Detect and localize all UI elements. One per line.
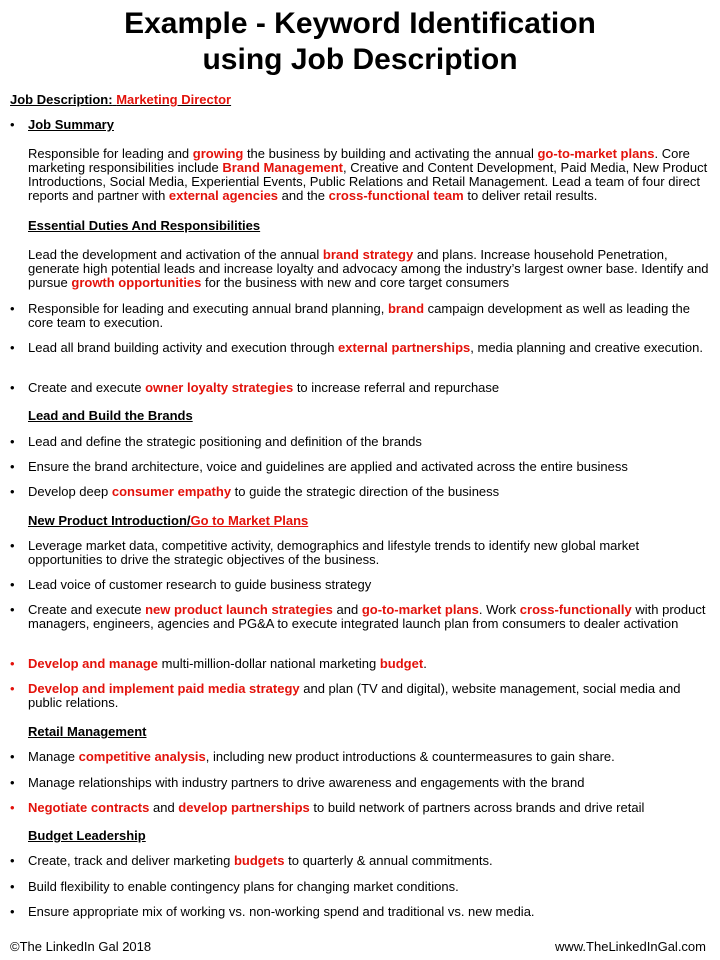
bullet-dot: • [10,117,15,132]
list-item [28,776,714,790]
text-run: to deliver retail results. [463,188,598,203]
keyword-highlight: Develop and manage [28,656,159,671]
bullet-dot: • [10,800,15,815]
heading-npi-part-1: New Product Introduction/ [28,513,191,528]
heading-job-summary: Job Summary [28,117,114,132]
list-item [28,750,714,764]
text-run: for the business with new and core target consumers [201,275,510,290]
keyword-highlight: Develop and implement paid media strategy [28,681,300,696]
text-run: and plan (TV and digital), website management, social media and public relations. [28,681,681,710]
list-item [28,485,714,499]
keyword-highlight: budgets [233,853,285,868]
title-line-2: using Job Description [202,43,518,76]
keyword-highlight: cross-functionally [519,602,632,617]
footer-website: www.TheLinkedInGal.com [554,939,706,954]
heading-budget-leadership: Budget Leadership [28,828,146,843]
text-run: , media planning and creative execution. [470,340,703,355]
bullet-dot: • [10,602,15,617]
keyword-highlight: cross-functional team [328,188,464,203]
bullet-dot: • [10,577,15,592]
text-run: the business by building and activating the annual [243,146,538,161]
text-run: to build network of partners across brands and drive retail [309,800,645,815]
keyword-highlight: growth opportunities [71,275,202,290]
paragraph-summary [28,147,714,203]
text-run: Ensure appropriate mix of working vs. non-working spend and traditional vs. new media. [28,904,535,919]
heading-lead-build-brands: Lead and Build the Brands [28,408,193,423]
text-run: Create and execute [28,602,146,617]
text-run: to guide the strategic direction of the business [231,484,500,499]
text-run: Build flexibility to enable contingency plans for changing market conditions. [28,879,459,894]
text-run: Manage relationships with industry partners to drive awareness and engagements with the brand [28,775,585,790]
text-run: . Core marketing responsibilities include [28,146,690,175]
text-run: Leverage market data, competitive activity, demographics and lifestyle trends to identify new global market opportunities to drive the strategic objectives of the business. [28,538,640,567]
text-run: with product managers, engineers, agencies and PG&A to execute integrated launch plan from consumers to dealer activation [28,602,706,631]
text-run: Manage [28,749,79,764]
bullet-dot: • [10,301,15,316]
keyword-highlight: budget [379,656,424,671]
keyword-highlight: brand [387,301,425,316]
text-run: Lead all brand building activity and execution through [28,340,339,355]
footer-copyright: ©The LinkedIn Gal 2018 [10,939,152,954]
text-run: and [332,602,362,617]
keyword-highlight: develop partnerships [178,800,310,815]
text-run: and plans. Increase household Penetration, generate high potential leads and increase loyalty and advocacy among the industry’s largest owner base. Identify and pursue [28,247,709,290]
keyword-highlight: external agencies [168,188,279,203]
text-run: Create and execute [28,380,146,395]
text-run: campaign development as well as leading the core team to execution. [28,301,691,330]
text-run: multi-million-dollar national marketing [158,656,380,671]
keyword-highlight: new product launch strategies [145,602,333,617]
text-run: Responsible for leading and executing annual brand planning, [28,301,388,316]
text-run: Develop deep [28,484,112,499]
heading-new-product-introduction [28,514,308,528]
list-item [28,539,714,567]
list-item [28,854,714,868]
jd-label: Job Description: [10,92,113,107]
job-description-label [10,92,231,107]
keyword-highlight: consumer empathy [111,484,232,499]
text-run: Lead voice of customer research to guide business strategy [28,577,372,592]
text-run: . [423,656,427,671]
list-item [28,460,714,474]
keyword-highlight: external partnerships [338,340,471,355]
bullet-dot: • [10,904,15,919]
list-item [28,302,714,330]
list-item [28,341,714,355]
text-run: Responsible for leading and [28,146,193,161]
heading-npi-part-2: Go to Market Plans [190,513,309,528]
bullet-dot: • [10,340,15,355]
list-item [28,657,714,671]
page-title [0,6,720,78]
text-run: , Creative and Content Development, Paid Media, New Product Introductions, Social Media, Experiential Events, Public Relations and Retail Management. Lead a team of four direct reports and partner with [28,160,708,203]
list-item [28,603,714,631]
keyword-highlight: Brand Management [222,160,344,175]
bullet-dot: • [10,853,15,868]
keyword-highlight: growing [192,146,244,161]
keyword-highlight: owner loyalty strategies [145,380,294,395]
text-run: Lead the development and activation of the annual [28,247,323,262]
text-run: to quarterly & annual commitments. [284,853,493,868]
text-run: and the [278,188,329,203]
text-run: and [149,800,179,815]
bullet-dot: • [10,775,15,790]
heading-retail-management: Retail Management [28,724,147,739]
text-run: Ensure the brand architecture, voice and guidelines are applied and activated across the entire business [28,459,628,474]
list-item [28,905,714,919]
bullet-dot: • [10,380,15,395]
list-item [28,801,714,815]
title-line-1: Example - Keyword Identification [124,7,596,40]
bullet-dot: • [10,681,15,696]
bullet-dot: • [10,459,15,474]
list-item [28,381,714,395]
keyword-highlight: go-to-market plans [361,602,479,617]
keyword-highlight: Negotiate contracts [28,800,150,815]
keyword-highlight: go-to-market plans [537,146,655,161]
bullet-dot: • [10,656,15,671]
bullet-dot: • [10,879,15,894]
bullet-dot: • [10,434,15,449]
list-item [28,578,714,592]
bullet-dot: • [10,749,15,764]
text-run: , including new product introductions & countermeasures to gain share. [205,749,615,764]
list-item [28,682,714,710]
keyword-highlight: brand strategy [322,247,414,262]
text-run: Lead and define the strategic positioning and definition of the brands [28,434,422,449]
bullet-dot: • [10,538,15,553]
keyword-highlight: competitive analysis [78,749,206,764]
text-run: to increase referral and repurchase [293,380,500,395]
list-item [28,880,714,894]
jd-value: Marketing Director [116,92,232,107]
paragraph-essential [28,248,714,290]
text-run: . Work [478,602,520,617]
heading-essential-duties: Essential Duties And Responsibilities [28,218,261,233]
bullet-dot: • [10,484,15,499]
text-run: Create, track and deliver marketing [28,853,234,868]
list-item [28,435,714,449]
